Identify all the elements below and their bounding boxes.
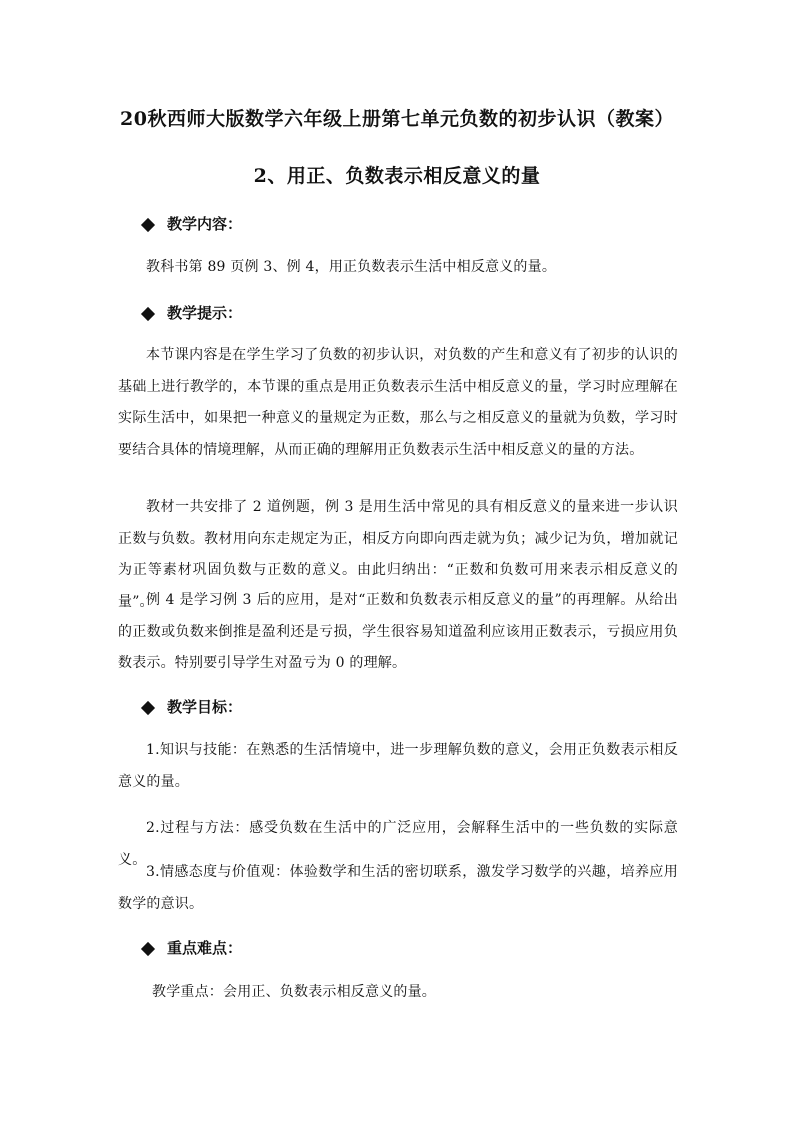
section-heading-goals (140, 697, 242, 717)
section-heading-hint (140, 303, 242, 323)
diamond-bullet-icon (141, 700, 155, 714)
key-points-paragraph: 教学重点：会用正、负数表示相反意义的量。 (152, 984, 436, 1000)
section-heading-content (140, 214, 242, 234)
document-subtitle: 2、用正、负数表示相反意义的量 (253, 165, 541, 187)
section-heading-label: 教学提示： (167, 304, 243, 322)
diamond-bullet-icon (141, 306, 155, 320)
content-paragraph: 教科书第 89 页例 3、例 4，用正负数表示生活中相反意义的量。 (146, 259, 557, 275)
hint-paragraph-1: 本节课内容是在学生学习了负数的初步认识，对负数的产生和意义有了初步的认识的基础上进行教学的，本节课的重点是用正负数表示生活中相反意义的量，学习时应理解在实际生活中，如果把一种意义的量规定为正数，那么与之相反意义的量就为负数，学习时要结合具体的情境理解，从而正确的理解用正负数表示生活中相反意义的量的方法。 (118, 347, 678, 458)
section-heading-label: 重点难点： (167, 939, 243, 957)
goal-item-3: 3.情感态度与价值观：体验数学和生活的密切联系，激发学习数学的兴趣，培养应用数学的意识。 (118, 864, 678, 912)
diamond-bullet-icon (141, 217, 155, 231)
section-heading-label: 教学内容： (167, 215, 243, 233)
document-title: 20秋西师大版数学六年级上册第七单元负数的初步认识（教案） (120, 108, 674, 130)
section-heading-key-points (140, 938, 242, 958)
diamond-bullet-icon (141, 941, 155, 955)
hint-paragraph-3: 例 4 是学习例 3 后的应用，是对“正数和负数表示相反意义的量”的再理解。从给出的正数或负数来倒推是盈利还是亏损，学生很容易知道盈利应该用正数表示，亏损应用负数表示。特别要引导学生对盈亏为 0 的理解。 (118, 592, 678, 671)
goal-item-2: 2.过程与方法：感受负数在生活中的广泛应用，会解释生活中的一些负数的实际意义。 (118, 820, 678, 868)
section-heading-label: 教学目标： (167, 698, 243, 716)
hint-paragraph-2: 教材一共安排了 2 道例题，例 3 是用生活中常见的具有相反意义的量来进一步认识正数与负数。教材用向东走规定为正，相反方向即向西走就为负；减少记为负，增加就记为正等素材巩固负数与正数的意义。由此归纳出：“正数和负数可用来表示相反意义的量”。 (118, 499, 678, 610)
goal-item-1: 1.知识与技能：在熟悉的生活情境中，进一步理解负数的意义，会用正负数表示相反意义的量。 (118, 742, 678, 790)
